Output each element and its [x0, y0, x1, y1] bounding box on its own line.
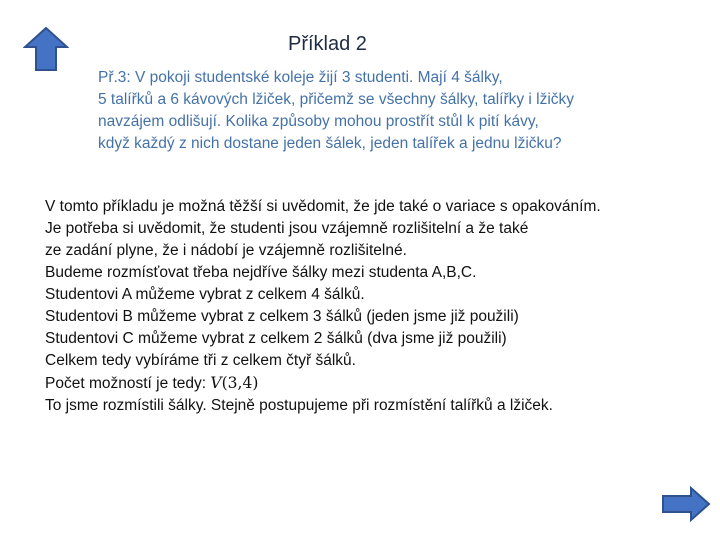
- solution-line: ze zadání plyne, že i nádobí je vzájemně rozlišitelné.: [45, 242, 407, 259]
- solution-line: V tomto příkladu je možná těžší si uvědomit, že jde také o variace s opakováním.: [45, 198, 601, 215]
- solution-text: [45, 196, 705, 417]
- solution-line: Studentovi C můžeme vybrat z celkem 2 šálků (dva jsme již použili): [45, 330, 507, 347]
- variation-formula: [210, 374, 258, 392]
- solution-line: Studentovi A můžeme vybrat z celkem 4 šálků.: [45, 286, 365, 303]
- problem-statement: [98, 67, 698, 155]
- slide-title: Příklad 2: [288, 33, 367, 55]
- solution-line: Budeme rozmísťovat třeba nejdříve šálky mezi studenta A,B,C.: [45, 264, 477, 281]
- problem-line: 5 talířků a 6 kávových lžiček, přičemž se všechny šálky, talířky i lžičky: [98, 91, 575, 108]
- up-arrow-icon[interactable]: [23, 26, 69, 72]
- formula-symbol: V: [210, 374, 222, 392]
- count-label: Počet možností je tedy:: [45, 375, 211, 392]
- formula-args: (3,4): [221, 374, 259, 392]
- solution-line: To jsme rozmístili šálky. Stejně postupujeme při rozmístění talířků a lžiček.: [45, 397, 553, 414]
- problem-line: když každý z nich dostane jeden šálek, jeden talířek a jednu lžičku?: [98, 135, 562, 152]
- right-arrow-icon[interactable]: [661, 486, 711, 522]
- count-line: [45, 372, 705, 395]
- problem-line: navzájem odlišují. Kolika způsoby mohou prostřít stůl k pití kávy,: [98, 113, 539, 130]
- problem-line: Př.3: V pokoji studentské koleje žijí 3 studenti. Mají 4 šálky,: [98, 69, 503, 86]
- solution-line: Celkem tedy vybíráme tři z celkem čtyř šálků.: [45, 352, 356, 369]
- solution-line: Studentovi B můžeme vybrat z celkem 3 šálků (jeden jsme již použili): [45, 308, 519, 325]
- solution-line: Je potřeba si uvědomit, že studenti jsou vzájemně rozlišitelní a že také: [45, 220, 529, 237]
